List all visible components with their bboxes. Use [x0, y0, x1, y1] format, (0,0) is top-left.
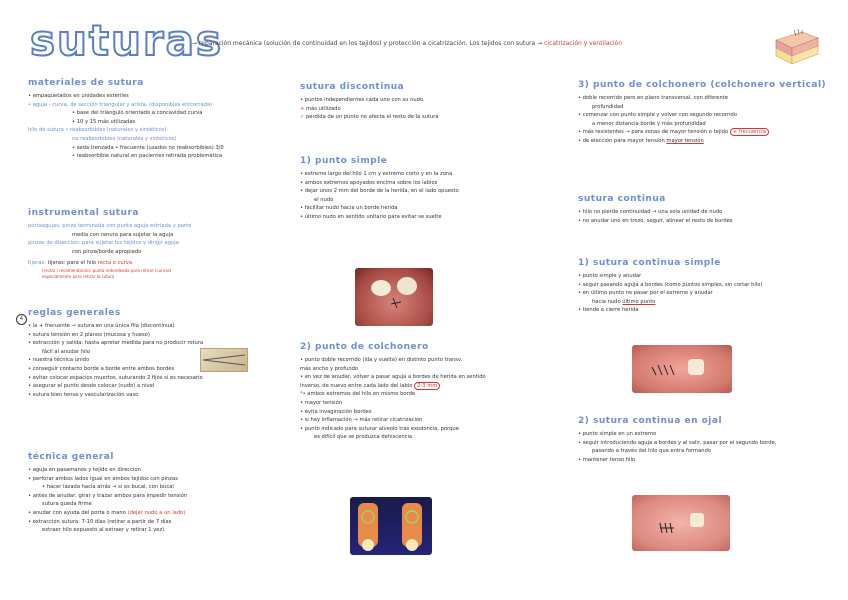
colchonero-vertical-text: • de elección para mayor tensión — [578, 137, 665, 144]
underlined-tension: mayor tensión — [666, 137, 704, 144]
tecnica-item — [28, 509, 286, 518]
discontinua-item — [300, 105, 570, 114]
colchonero-item — [300, 382, 570, 391]
tijeras-label: tijeras: — [28, 260, 46, 267]
tecnica-item: extraer hilo expuesto al extraer y retirar 1 vez) — [42, 527, 165, 534]
reglas-item: • sutura tensión en 2 planos (mucosa y hueso) — [28, 331, 150, 338]
tecnica-mano-note: (dejar nudo a un lado) — [127, 509, 186, 516]
tecnica-item: • extracción sutura: 7-10 días (retirar a partir de 7 días — [28, 518, 172, 525]
subtitle-text: → reparación mecánica (solución de continuidad en los tejidos) y protección a cicatrización. Los tejidos con sutura → — [192, 40, 543, 47]
colchonero-vertical-item: a menor distancia borde y más profundidad — [592, 120, 706, 127]
reglas-item: • asegurar el punto desde colocar (nudo) a nivel — [28, 383, 155, 390]
instrumental-item — [28, 259, 286, 268]
colchonero-text: inverso, de nuevo entre cada lado del labio — [300, 382, 413, 389]
section-discontinua — [300, 82, 570, 122]
colchonero-text: • ambos extremos del hilo en mismo borde — [302, 391, 416, 398]
colchonero-vertical-item: • comenzar con punto simple y volver con segundo recorrido — [578, 112, 738, 119]
continuous-simple-photo — [632, 345, 732, 393]
continua-ojal-item: • seguir introduciendo aguja a bordes y al salir, pasar por el segundo borde, — [578, 439, 777, 446]
section-materiales — [28, 78, 286, 161]
circled-measure: 2-3 mm — [414, 382, 440, 390]
heading-instrumental: instrumental sutura — [28, 208, 139, 218]
discontinua-text: más utilizado — [306, 105, 341, 112]
colchonero-vertical-item — [578, 128, 840, 137]
colchonero-item — [300, 390, 570, 399]
heading-continua-simple: 1) sutura continua simple — [578, 258, 721, 268]
continua-ojal-item: • punto simple en un extremo — [578, 431, 657, 437]
materiales-item — [28, 101, 286, 110]
check-icon: ✓ — [300, 114, 305, 121]
reglas-item: fácil al anudar hilo — [42, 348, 91, 355]
section-continua-simple — [578, 258, 840, 315]
continua-simple-item: • en último punto no pasar por el extremo y anudar — [578, 290, 713, 297]
asterisk-mark: * — [300, 391, 303, 398]
colchonero-item: • en vez de anudar, volver a pasar aguja a bordes de herida en sentido — [300, 374, 486, 381]
heading-reglas: reglas generales — [28, 308, 121, 318]
section-reglas — [28, 308, 286, 399]
discontinua-item — [300, 113, 570, 122]
heading-colchonero-vertical: 3) punto de colchonero (colchonero vertical) — [578, 80, 827, 90]
simple-item: el nudo — [314, 196, 334, 203]
colchonero-vertical-item — [578, 137, 840, 146]
tecnica-item-text: • anudar con ayuda del porta o mano — [28, 509, 126, 516]
heading-continua: sutura continua — [578, 194, 666, 204]
tecnica-item: sutura queda firme — [42, 501, 92, 508]
continua-simple-item — [578, 298, 840, 307]
colchonero-item: • si hay inflamación → más retirar cicatrización — [300, 417, 423, 424]
colchonero-vertical-item: • doble recorrido pero en plano transversal, con diferente — [578, 95, 728, 101]
continua-ojal-item: • mantener tenso hilo — [578, 456, 636, 463]
section-simple — [300, 156, 570, 222]
plus-mark: + — [300, 105, 305, 112]
heading-colchonero: 2) punto de colchonero — [300, 342, 429, 352]
reglas-number: 4 — [16, 314, 27, 325]
tecnica-item: • hacer lazada hacia atrás → si es bucal, con bucal — [42, 484, 174, 491]
materiales-item: no reabsorbibles (naturales y sintéticos) — [72, 135, 177, 142]
colchonero-item: • evita invaginación bordes — [300, 408, 372, 415]
reglas-item: • conseguir contacto borde a borde entre ambos bordes — [28, 365, 175, 372]
tecnica-item: • aguja en pasamanos y tejido en dirección — [28, 467, 141, 473]
colchonero-item: más ancho y profundo — [300, 365, 359, 372]
continua-simple-text: hacia nudo — [592, 298, 621, 305]
instrumental-item: portaagujas: pinza terminada con punta aguja estriada y parte — [28, 223, 192, 229]
simple-suture-photo — [355, 268, 433, 326]
materiales-item: • seda trenzada • frecuente (usados no reabsorbibles) 3/0 — [72, 144, 224, 151]
section-colchonero — [300, 342, 570, 442]
heading-simple: 1) punto simple — [300, 156, 388, 166]
discontinua-text: pérdida de un punto no afecta el resto de la sutura — [306, 114, 439, 121]
section-colchonero-vertical — [578, 80, 840, 146]
section-continua-ojal — [578, 416, 840, 464]
heading-continua-ojal: 2) sutura continua en ojal — [578, 416, 723, 426]
tijeras-type: recta o curva — [97, 260, 133, 267]
heading-materiales: materiales de sutura — [28, 78, 144, 88]
instrumental-item: media con ranura para sujetar la aguja — [72, 231, 174, 238]
reglas-item: • evitar colocar espacios muertos, suturando 2 fijos si es necesario — [28, 374, 203, 381]
subtitle-highlight: cicatrización y ventilación — [544, 40, 622, 47]
instrumental-item: pinzas de disección: para sujetar los tejidos y dirigir aguja — [28, 240, 179, 247]
tecnica-item: • perforar ambos lados igual en ambos tejidos con pinzas — [28, 475, 178, 482]
reglas-item: • la + frecuente → sutura en una única fila (discontínua) — [28, 323, 175, 329]
materiales-item: • empaquetados en unidades estériles — [28, 93, 129, 99]
simple-item: • extremo largo del hilo 1 cm y extremo corto y en la zona — [300, 171, 453, 177]
page-subtitle — [192, 40, 622, 47]
skin-layers-illustration — [772, 26, 822, 68]
colchonero-vertical-text: • más resistentes → para zonas de mayor tensión o tejido — [578, 129, 729, 136]
reglas-item: • sutura bien tensa y vascularización vaso — [28, 391, 139, 398]
discontinua-item: • puntos independientes cada uno con su nudo. — [300, 97, 425, 103]
heading-tecnica: técnica general — [28, 452, 114, 462]
simple-item: • ambos extremos apoyados encima sobre los labios — [300, 179, 438, 186]
reglas-item: • nuestra técnica unido — [28, 357, 90, 364]
underlined-ultimo: último punto — [622, 298, 656, 305]
reglas-item: • extracción y salida: hasta apretar medida para no producir rotura — [28, 340, 204, 347]
continua-simple-item: • seguir pasando aguja a bordes (como puntos simples, sin cortar hilo) — [578, 281, 763, 288]
tecnica-item: • antes de anudar, girar y trazar ambos para impedir tensión — [28, 492, 188, 499]
continuous-ojal-photo — [632, 495, 730, 551]
section-tecnica — [28, 452, 286, 535]
circled-frecuencia: + frecuencia — [730, 128, 769, 136]
tijeras-note: (recta) / recomendación: punta redondeada para retirar (curvas) — [42, 267, 172, 273]
tijeras-text: tijeras: para el hilo — [47, 260, 97, 267]
colchonero-item: • mayor tensión — [300, 399, 343, 406]
page-title: suturas — [30, 16, 223, 65]
colchonero-item: es difícil que se produzca dehiscencia — [314, 434, 413, 441]
continua-item: • no anudar uno en trozo, seguir, alinear el resto de bordes — [578, 217, 733, 224]
materiales-item: • reabsorbible natural en pacientes retirada problemática — [72, 153, 223, 160]
simple-item: • dejar unos 2 mm del borde de la herida, en el lado opuesto — [300, 188, 459, 195]
colchonero-item: • punto indicado para suturar alveolo tras exodoncia, porque — [300, 425, 459, 432]
materiales-item: • 10 y 15 más utilizadas — [72, 118, 136, 125]
continua-simple-item: • punto simple y anudar — [578, 273, 642, 279]
section-instrumental — [28, 208, 286, 280]
continua-simple-item: • tiende a cierre herida — [578, 307, 639, 314]
tijeras-note-2: especialmente para retirar la sutura — [42, 273, 115, 279]
heading-discontinua: sutura discontinua — [300, 82, 405, 92]
materiales-item: hilo de sutura • reabsorbibles (naturales y sintéticos) — [28, 127, 167, 134]
instrumental-item: con pinza/borde apropiado — [72, 248, 142, 255]
continua-ojal-item: pasando a través del hilo que entra formando — [592, 448, 712, 455]
materiales-item-text: • aguja - curva, de sección triangular y arista. (disponibles en/cerrada) — [28, 101, 213, 108]
materiales-item: • base del triángulo orientado a concavidad curva — [72, 110, 203, 117]
simple-item: • último nudo en sentido unitario para evitar se suelte — [300, 213, 442, 220]
colchonero-vertical-item: profundidad — [592, 103, 624, 110]
simple-item: • facilitar nudo hacia un borde herida — [300, 205, 398, 212]
continua-item: • hilo no pierde continuidad → una sola unidad de nudo — [578, 209, 723, 215]
colchonero-diagram — [350, 497, 432, 555]
section-continua — [578, 194, 840, 225]
colchonero-item: • punto doble recorrido (ida y vuelta) en distinto punto transv. — [300, 357, 463, 363]
